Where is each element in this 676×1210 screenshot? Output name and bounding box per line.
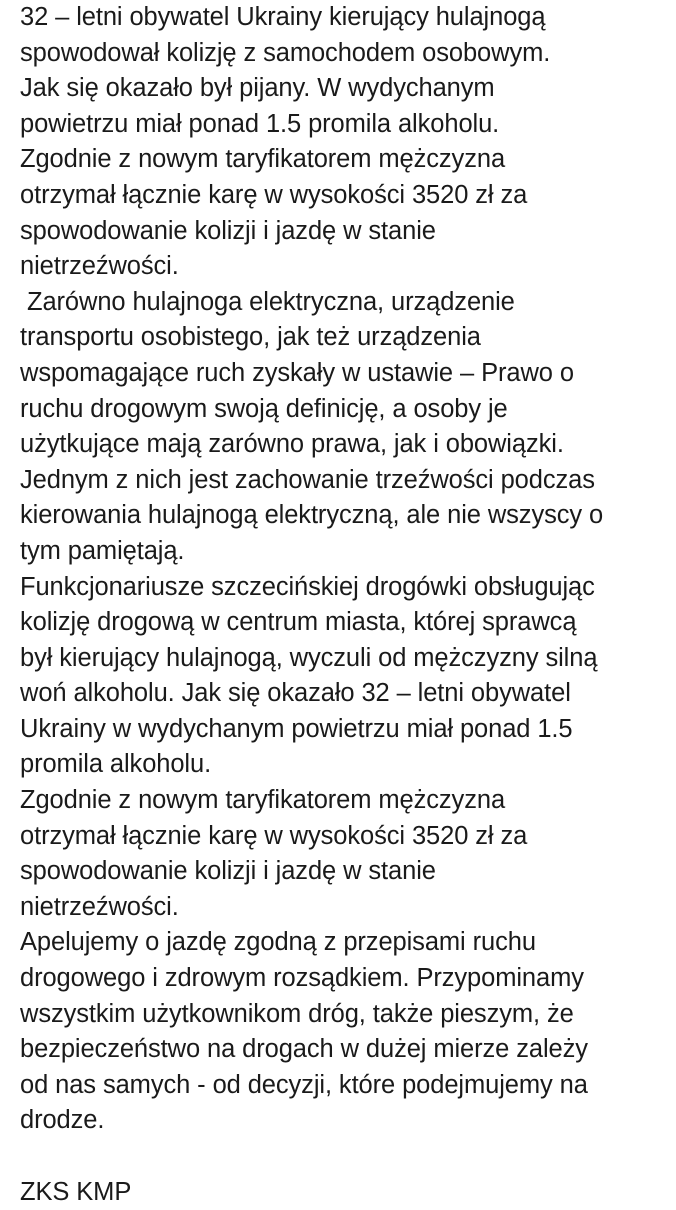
text-line: Ukrainy w wydychanym powietrzu miał ponad 1.5 <box>20 714 573 743</box>
text-line: od nas samych - od decyzji, które podejmujemy na <box>20 1070 588 1099</box>
text-line: spowodował kolizję z samochodem osobowym. <box>20 38 551 67</box>
text-line: Apelujemy o jazdę zgodną z przepisami ruchu <box>20 928 536 957</box>
text-line: Jednym z nich jest zachowanie trzeźwości podczas <box>20 465 595 494</box>
text-line: ruchu drogowym swoją definicję, a osoby je <box>20 394 508 423</box>
text-line: woń alkoholu. Jak się okazało 32 – letni obywatel <box>20 679 571 708</box>
blank-line <box>20 1139 670 1175</box>
text-line: Zarówno hulajnoga elektryczna, urządzenie <box>20 287 515 316</box>
text-line: użytkujące mają zarówno prawa, jak i obowiązki. <box>20 430 564 459</box>
signature: ZKS KMP <box>20 1177 132 1206</box>
text-line: powietrzu miał ponad 1.5 promila alkoholu. <box>20 109 500 138</box>
text-line: Zgodnie z nowym taryfikatorem mężczyzna <box>20 145 506 174</box>
text-line: nietrzeźwości. <box>20 892 179 921</box>
text-line: Zgodnie z nowym taryfikatorem mężczyzna <box>20 786 506 815</box>
text-line: wspomagające ruch zyskały w ustawie – Prawo o <box>20 358 574 387</box>
text-line: nietrzeźwości. <box>20 252 179 281</box>
text-line: kolizję drogową w centrum miasta, której sprawcą <box>20 608 577 637</box>
text-line: promila alkoholu. <box>20 750 212 779</box>
text-line: tym pamiętają. <box>20 536 185 565</box>
text-line: był kierujący hulajnogą, wyczuli od mężczyzny silną <box>20 643 598 672</box>
text-line: wszystkim użytkownikom dróg, także pieszym, że <box>20 999 574 1028</box>
post-body <box>20 0 670 1210</box>
text-line: kierowania hulajnogą elektryczną, ale nie wszyscy o <box>20 501 604 530</box>
text-line: Funkcjonariusze szczecińskiej drogówki obsługując <box>20 572 595 601</box>
text-line: transportu osobistego, jak też urządzenia <box>20 323 481 352</box>
text-line: spowodowanie kolizji i jazdę w stanie <box>20 216 436 245</box>
text-line: drogowego i zdrowym rozsądkiem. Przypominamy <box>20 964 584 993</box>
text-line: bezpieczeństwo na drogach w dużej mierze zależy <box>20 1035 588 1064</box>
text-line: 32 – letni obywatel Ukrainy kierujący hulajnogą <box>20 3 546 31</box>
text-line: spowodowanie kolizji i jazdę w stanie <box>20 857 436 886</box>
text-line: drodze. <box>20 1106 105 1135</box>
text-line: otrzymał łącznie karę w wysokości 3520 zł za <box>20 821 528 850</box>
text-line: otrzymał łącznie karę w wysokości 3520 zł za <box>20 180 528 209</box>
text-line: Jak się okazało był pijany. W wydychanym <box>20 74 495 103</box>
